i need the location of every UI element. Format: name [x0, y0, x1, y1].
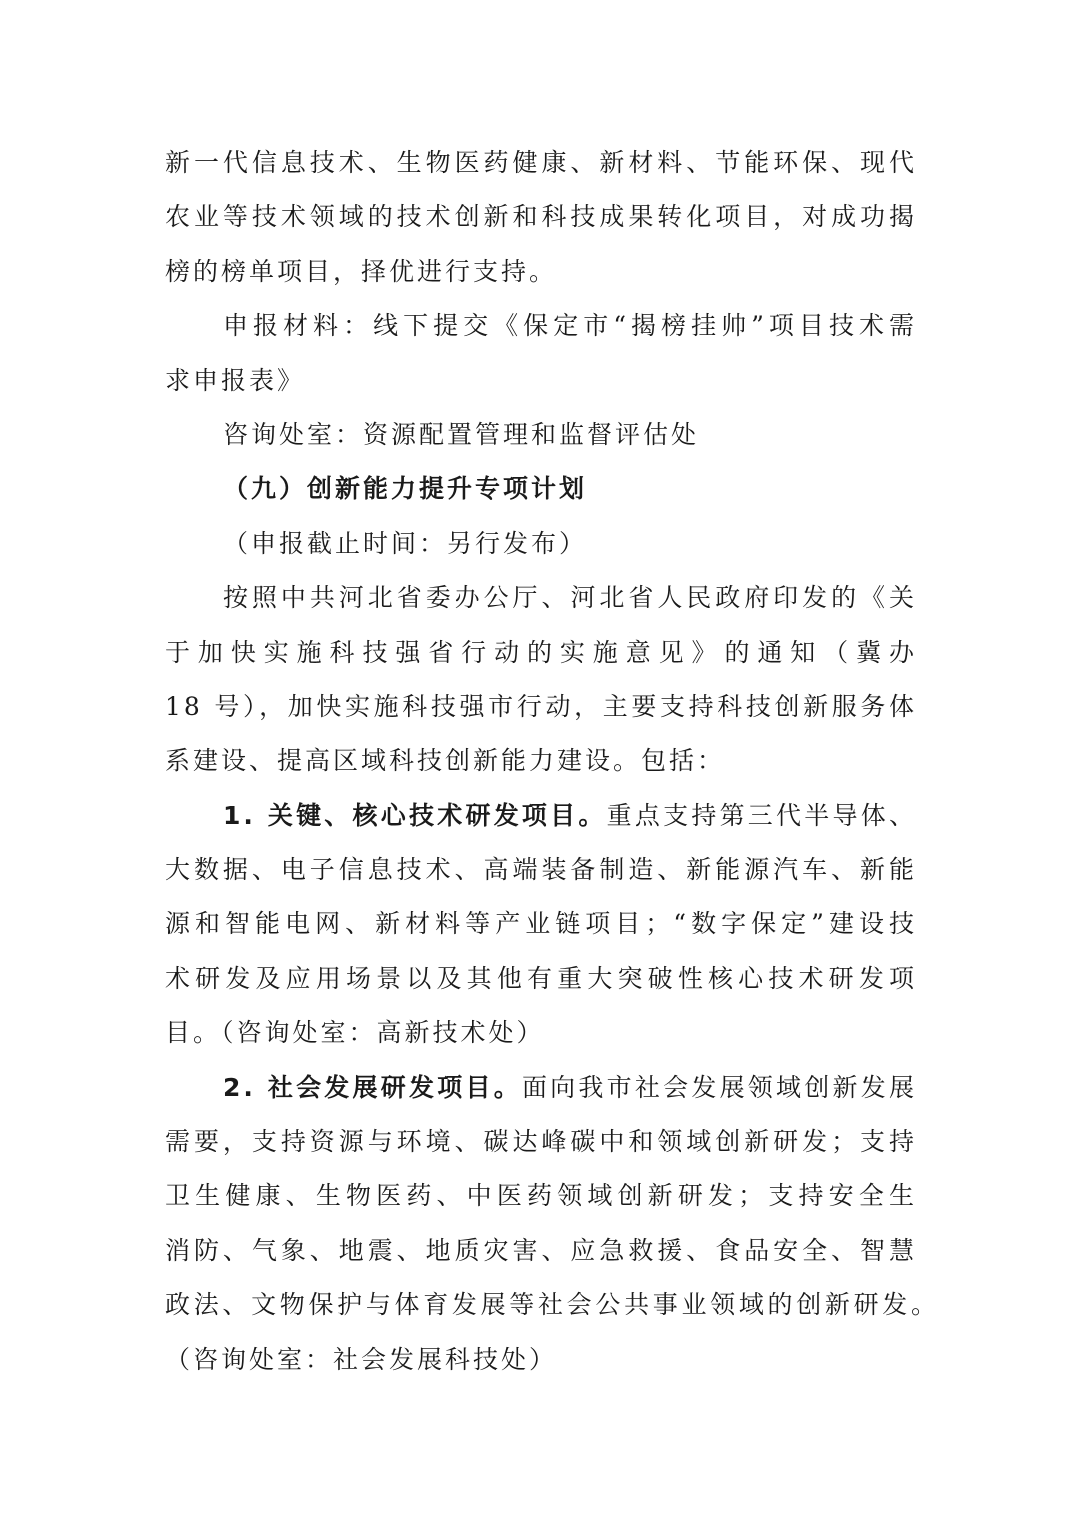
bold-heading-text: （九）创新能力提升专项计划: [223, 474, 588, 504]
body-text: 申报材料：线下提交《保定市“揭榜挂帅”项目技术需: [223, 311, 917, 341]
body-text: 农业等技术领域的技术创新和科技成果转化项目，对成功揭: [165, 202, 917, 232]
text-line: [165, 1169, 917, 1223]
body-text: （咨询处室：社会发展科技处）: [165, 1344, 558, 1374]
body-text: 18 号），加快实施科技强市行动，主要支持科技创新服务体: [165, 691, 917, 721]
body-text: 于加快实施科技强省行动的实施意见》的通知（冀办: [165, 637, 917, 667]
body-text: 大数据、电子信息技术、高端装备制造、新能源汽车、新能: [165, 855, 917, 885]
text-line: [165, 734, 917, 788]
text-line: [165, 952, 917, 1006]
body-text: 求申报表》: [165, 365, 306, 395]
body-text: 需要，支持资源与环境、碳达峰碳中和领域创新研发；支持: [165, 1127, 917, 1157]
text-line: [165, 299, 917, 353]
text-line: [165, 571, 917, 625]
text-line: [165, 1224, 917, 1278]
body-text: 消防、气象、地震、地质灾害、应急救援、食品安全、智慧: [165, 1235, 917, 1265]
text-line: [165, 1061, 917, 1115]
text-line: [165, 897, 917, 951]
body-text: 目。（咨询处室：高新技术处）: [165, 1018, 545, 1048]
text-line: [165, 136, 917, 190]
bold-heading-text: 1. 关键、核心技术研发项目。: [223, 800, 607, 830]
body-text: 咨询处室：资源配置管理和监督评估处: [223, 419, 700, 449]
text-line: [165, 843, 917, 897]
text-line: [165, 680, 917, 734]
text-line: [165, 190, 917, 244]
text-line: [165, 245, 917, 299]
text-line: [165, 462, 917, 516]
text-line: [165, 1006, 917, 1060]
document-page: [165, 136, 939, 1387]
text-line: [165, 626, 917, 680]
body-text: 重点支持第三代半导体、: [606, 800, 917, 830]
body-text: （申报截止时间：另行发布）: [223, 528, 588, 558]
text-line: [165, 354, 917, 408]
text-line: [165, 1333, 917, 1387]
body-text: 新一代信息技术、生物医药健康、新材料、节能环保、现代: [165, 148, 917, 177]
body-text: 术研发及应用场景以及其他有重大突破性核心技术研发项: [165, 963, 917, 993]
body-text: 榜的榜单项目，择优进行支持。: [165, 256, 558, 286]
bold-heading-text: 2. 社会发展研发项目。: [223, 1072, 522, 1102]
body-text: 按照中共河北省委办公厅、河北省人民政府印发的《关: [223, 583, 917, 613]
body-text: 政法、文物保护与体育发展等社会公共事业领域的创新研发。: [165, 1290, 939, 1320]
text-line: [165, 1115, 917, 1169]
text-line: [165, 1278, 939, 1332]
text-line: [165, 789, 917, 843]
body-text: 卫生健康、生物医药、中医药领域创新研发；支持安全生: [165, 1181, 917, 1211]
text-line: [165, 408, 917, 462]
text-line: [165, 517, 917, 571]
body-text: 系建设、提高区域科技创新能力建设。包括：: [165, 746, 726, 776]
body-text: 面向我市社会发展领域创新发展: [521, 1072, 917, 1102]
body-text: 源和智能电网、新材料等产业链项目；“数字保定”建设技: [165, 909, 917, 939]
